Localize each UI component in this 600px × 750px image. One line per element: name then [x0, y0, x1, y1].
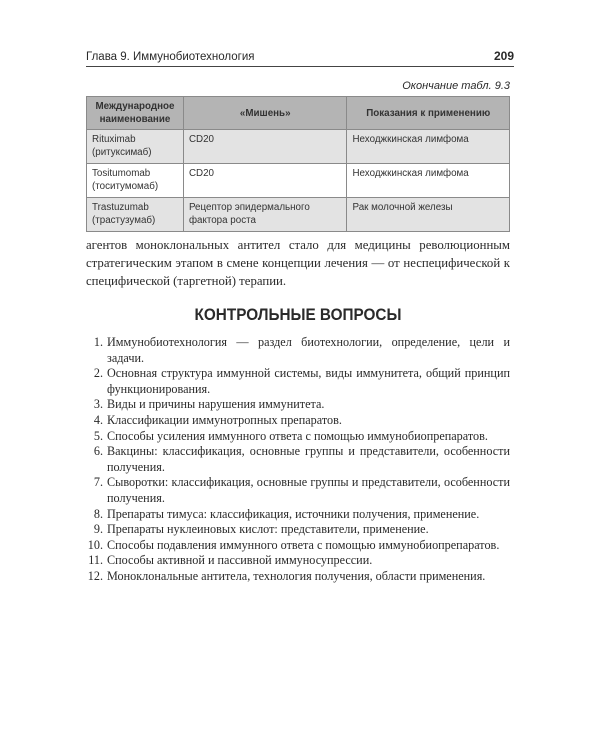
item-number: 11.	[88, 553, 103, 568]
review-questions-list	[86, 335, 510, 585]
target-cell: Рецептор эпидермального фактора роста	[183, 198, 347, 232]
item-text: Вакцины: классификация, основные группы и представители, особенности получения.	[107, 444, 510, 474]
item-text: Основная структура иммунной системы, виды иммунитета, общий принцип функционирования.	[107, 366, 510, 396]
item-text: Виды и причины нарушения иммунитета.	[107, 397, 325, 412]
column-header: Показания к применению	[347, 97, 510, 130]
item-text: Иммунобиотехнология — раздел биотехнологии, определение, цели и задачи.	[107, 335, 510, 365]
item-number: 12.	[87, 568, 103, 583]
section-title: КОНТРОЛЬНЫЕ ВОПРОСЫ	[194, 305, 402, 324]
item-number: 7.	[93, 475, 103, 490]
table-row	[87, 198, 510, 232]
item-text: Препараты нуклеиновых кислот: представители, применение.	[107, 522, 429, 537]
drug-name-cell: Tositumomab (тоситумомаб)	[87, 164, 184, 198]
item-number: 6.	[93, 444, 103, 459]
item-number: 3.	[93, 397, 103, 412]
item-text: Способы активной и пассивной иммуносупрессии.	[107, 553, 373, 568]
header-divider	[86, 66, 514, 67]
target-cell: CD20	[183, 164, 347, 198]
table-caption: Окончание табл. 9.3	[402, 80, 510, 92]
list-item	[86, 569, 510, 585]
item-text: Сыворотки: классификация, основные группы и представители, особенности получения.	[107, 475, 510, 505]
item-number: 8.	[93, 506, 103, 521]
item-number: 5.	[93, 428, 103, 443]
list-item	[86, 397, 510, 413]
table-row	[87, 130, 510, 164]
list-item	[86, 522, 510, 538]
item-number: 10.	[87, 537, 103, 552]
list-item	[86, 335, 510, 366]
item-text: Препараты тимуса: классификация, источники получения, применение.	[107, 506, 480, 521]
indication-cell: Неходжкинская лимфома	[347, 130, 510, 164]
table-header-row	[87, 97, 510, 130]
drug-name-cell: Trastuzumab (трастузумаб)	[87, 198, 184, 232]
list-item	[86, 553, 510, 569]
column-header: «Мишень»	[183, 97, 347, 130]
item-number: 2.	[93, 366, 103, 381]
chapter-title: Глава 9. Иммунобиотехнология	[86, 51, 255, 63]
column-header: Международное наименование	[87, 97, 184, 130]
list-item	[86, 429, 510, 445]
table-row	[87, 164, 510, 198]
item-text: Классификации иммунотропных препаратов.	[107, 412, 342, 427]
body-paragraph: агентов моноклональных антител стало для медицины революционным стратегическим этапом в смене концепции лечения — от неспецифической к специфической (таргетной) терапии.	[86, 238, 510, 288]
target-cell: CD20	[183, 130, 347, 164]
list-item	[86, 413, 510, 429]
indication-cell: Рак молочной железы	[347, 198, 510, 232]
list-item	[86, 366, 510, 397]
item-text: Способы усиления иммунного ответа с помощью иммунобиопрепаратов.	[107, 428, 488, 443]
antibody-table	[86, 96, 510, 232]
running-header	[86, 49, 514, 63]
list-item	[86, 475, 510, 506]
indication-cell: Неходжкинская лимфома	[347, 164, 510, 198]
list-item	[86, 538, 510, 554]
item-text: Моноклональные антитела, технология получения, области применения.	[107, 568, 486, 583]
item-text: Способы подавления иммунного ответа с помощью иммунобиопрепаратов.	[107, 537, 500, 552]
list-item	[86, 507, 510, 523]
drug-name-cell: Rituximab (ритуксимаб)	[87, 130, 184, 164]
page-number: 209	[493, 49, 514, 63]
item-number: 4.	[93, 412, 103, 427]
item-number: 1.	[93, 335, 103, 349]
list-item	[86, 444, 510, 475]
item-number: 9.	[93, 522, 103, 537]
